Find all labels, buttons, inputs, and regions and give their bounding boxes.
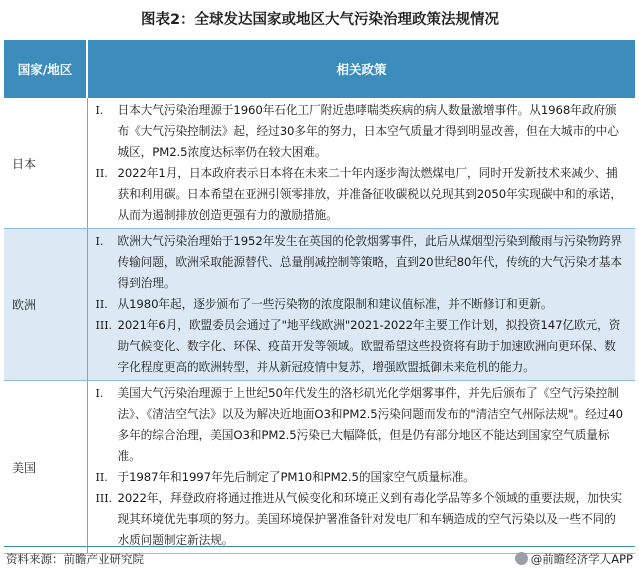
item-text: 从1980年起，逐步颁布了一些污染物的浓度限制和建议值标准，并不断修订和更新。 bbox=[117, 297, 553, 311]
item-number: II. bbox=[95, 298, 108, 311]
policy-item bbox=[88, 467, 628, 488]
item-number: III. bbox=[95, 319, 113, 332]
header-policy: 相关政策 bbox=[87, 40, 635, 98]
item-text: 2022年，拜登政府将通过推进从气候变化和环境正义到有毒化学品等多个领域的重要法规，加快实现其环境优先事项的努力。美国环境保护署准备针对发电厂和车辆造成的空气污染以及一些不同的水质问题制定新法规。 bbox=[117, 491, 622, 547]
item-text: 美国大气污染治理源于上世纪50年代发生的洛杉矶光化学烟雾事件，并先后颁布了《空气污染控制法》、《清洁空气法》以及为解决近地面O3和PM2.5污染问题而发布的"清洁空气州际法规"。经过40多年的综合治理，美国O3和PM2.5污染已大幅降低，但是仍有部分地区不能达到国家空气质量标准。 bbox=[117, 386, 624, 463]
policy-item bbox=[88, 231, 628, 294]
item-text: 欧洲大气污染治理始于1952年发生在英国的伦敦烟雾事件，此后从煤烟型污染到酸雨与污染物跨界传输问题，欧洲采取能源替代、总量削减控制等策略，直到20世纪80年代，传统的大气污染才基本得到治理。 bbox=[117, 234, 622, 290]
wechat-icon bbox=[515, 552, 528, 565]
country-cell: 日本 bbox=[4, 98, 87, 229]
item-number: I. bbox=[95, 235, 104, 248]
policy-item bbox=[88, 100, 628, 163]
item-number: II. bbox=[95, 167, 108, 180]
brand-credit bbox=[515, 551, 633, 567]
header-country: 国家/地区 bbox=[4, 40, 87, 98]
policy-item bbox=[88, 383, 628, 467]
table-row-europe bbox=[4, 229, 635, 381]
item-text: 2021年6月，欧盟委员会通过了"地平线欧洲"2021-2022年主要工作计划，拟投资147亿欧元，资助气候变化、数字化、环保、疫苗开发等领域。欧盟希望这些投资将有助于加速欧洲向更环保、数字化程度更高的欧洲转型，并从新冠疫情中复苏，增强欧盟抵御未来危机的能力。 bbox=[117, 318, 621, 374]
item-number: I. bbox=[95, 104, 104, 117]
item-number: II. bbox=[95, 471, 108, 484]
policy-item bbox=[88, 488, 628, 551]
brand-label: @前瞻经济学人APP bbox=[530, 552, 633, 566]
item-text: 于1987年和1997年先后制定了PM10和PM2.5的国家空气质量标准。 bbox=[117, 470, 475, 484]
country-cell: 美国 bbox=[4, 381, 87, 554]
figure-title: 图表2：全球发达国家或地区大气污染治理政策法规情况 bbox=[140, 12, 500, 28]
footer-divider bbox=[4, 546, 635, 547]
policy-item bbox=[88, 163, 628, 226]
table-header-row bbox=[4, 40, 635, 98]
country-cell: 欧洲 bbox=[4, 229, 87, 381]
item-number: I. bbox=[95, 387, 104, 400]
item-text: 日本大气污染治理源于1960年石化工厂附近患哮喘类疾病的病人数量激增事件。从1968年政府颁布《大气污染控制法》起，经过30多年的努力，日本空气质量才得到明显改善，但在大城市的中心城区，PM2.5浓度达标率仍在较大困难。 bbox=[117, 103, 619, 159]
table-row-japan bbox=[4, 98, 635, 229]
policy-item bbox=[88, 294, 628, 315]
source-note: 资料来源：前瞻产业研究院 bbox=[6, 552, 144, 566]
policy-table bbox=[4, 40, 635, 554]
table-row-usa bbox=[4, 381, 635, 554]
policy-item bbox=[88, 315, 628, 378]
item-text: 2022年1月，日本政府表示日本将在未来二十年内逐步淘汰燃煤电厂，同时开发新技术来减少、捕获和利用碳。日本希望在亚洲引领零排放，并准备征收碳税以兑现其到2050年实现碳中和的承诺，从而为遏制排放创造更强有力的激励措施。 bbox=[117, 166, 622, 222]
item-number: III. bbox=[95, 492, 113, 505]
